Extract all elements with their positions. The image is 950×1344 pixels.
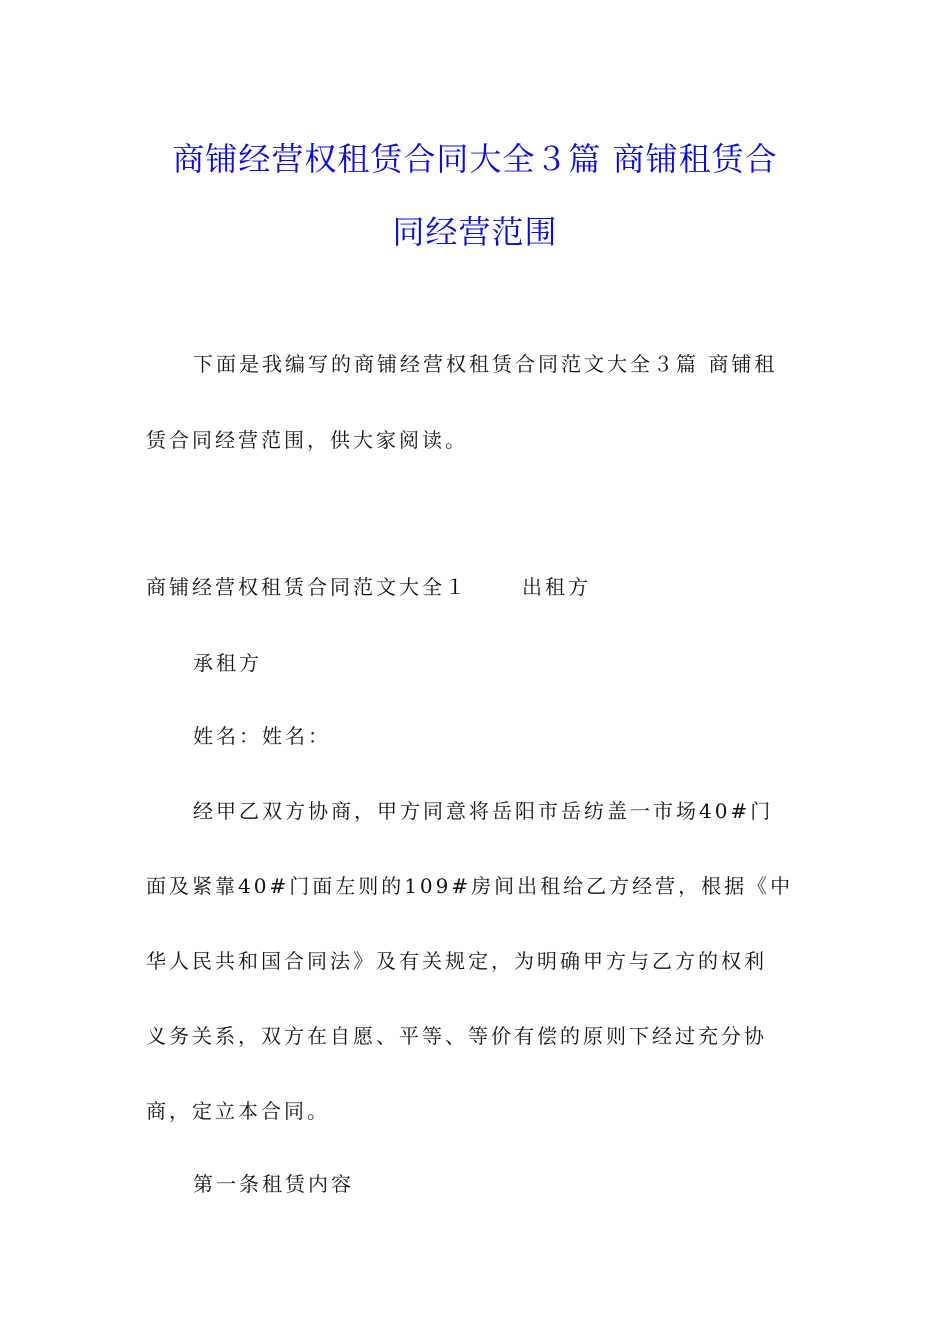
lessee-label: 承租方 [193, 651, 262, 675]
article-1-heading: 第一条租赁内容 [193, 1172, 354, 1196]
intro-line-1: 下面是我编写的商铺经营权租赁合同范文大全３篇 商铺租 [193, 352, 778, 376]
document-title-line-2: 同经营范围 [392, 213, 558, 251]
paragraph-1-line-4: 义务关系，双方在自愿、平等、等价有偿的原则下经过充分协 [146, 1024, 767, 1048]
lessor-label: 出租方 [522, 575, 591, 599]
section-1-heading-row [146, 571, 591, 600]
intro-line-2: 赁合同经营范围，供大家阅读。 [146, 428, 468, 452]
paragraph-1-line-2: 面及紧靠40#门面左则的109#房间出租给乙方经营，根据《中 [146, 874, 794, 898]
paragraph-1-line-3: 华人民共和国合同法》及有关规定，为明确甲方与乙方的权利 [146, 949, 767, 973]
section-1-heading: 商铺经营权租赁合同范文大全１ [146, 575, 468, 599]
paragraph-1-line-1: 经甲乙双方协商，甲方同意将岳阳市岳纺盖一市场40#门 [193, 799, 774, 823]
document-title-line-1: 商铺经营权租赁合同大全３篇 商铺租赁合 [172, 140, 778, 178]
paragraph-1-line-5: 商，定立本合同。 [146, 1099, 330, 1123]
name-labels: 姓名：姓名： [193, 724, 331, 748]
